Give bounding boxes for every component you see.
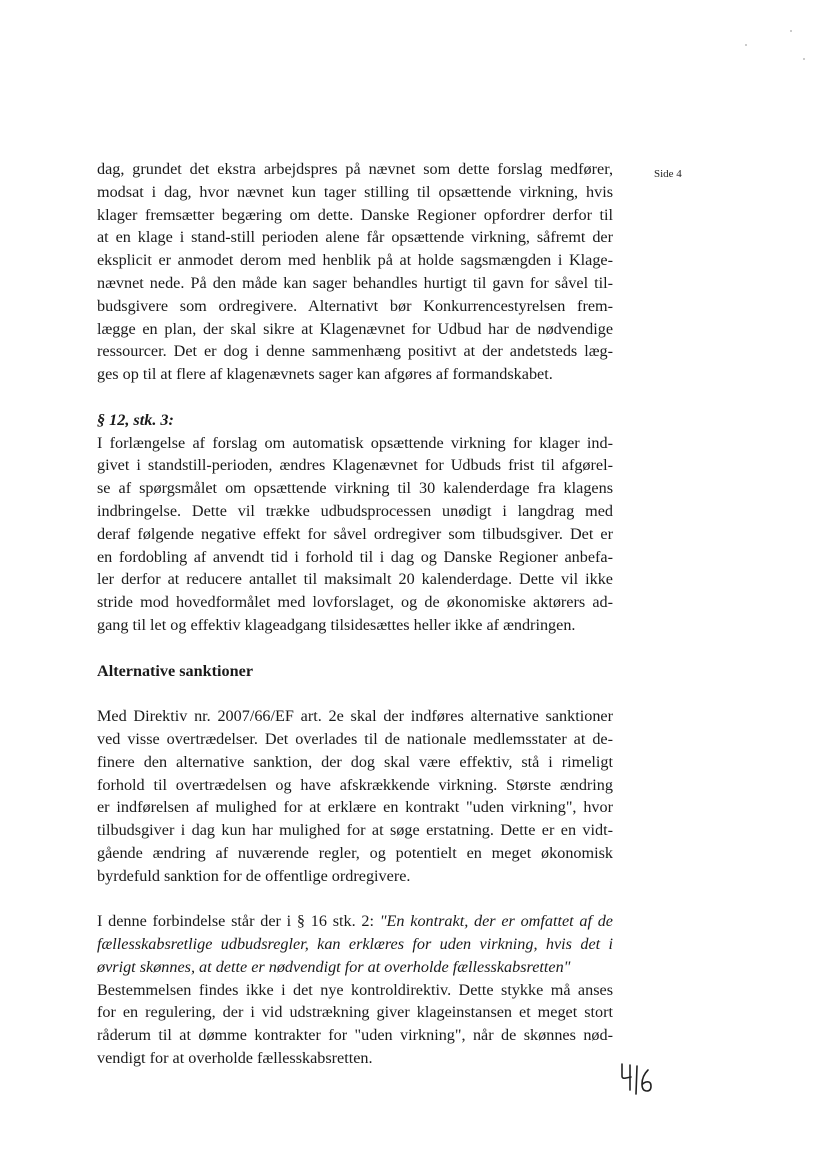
text-line: en fordobling af anvendt tid i forhold til i dag og Danske Regioner anbefa-: [97, 547, 613, 566]
text-line: I forlængelse af forslag om automatisk opsættende virkning for klager ind-: [97, 433, 613, 452]
text-line: råderum til at dømme kontrakter for "uden virkning", når de skønnes nød-: [97, 1026, 613, 1045]
text-line: byrdefuld sanktion for de offentlige ordregivere.: [97, 866, 411, 885]
paragraph-12-3: [97, 432, 613, 637]
body-text: [97, 158, 613, 1070]
text-line: Bestemmelsen findes ikke i det nye kontroldirektiv. Dette stykke må anses: [97, 980, 613, 999]
text-line: tilbudsgiver i dag kun har mulighed for at søge erstatning. Dette er en vidt-: [97, 821, 613, 840]
text-line: at en klage i stand-still perioden alene får opsættende virkning, såfremt der: [97, 228, 613, 247]
text-line: deraf følgende negative effekt for såvel ordregiver som tilbudsgiver. Det er: [97, 524, 613, 543]
text-line: for en regulering, der i vid udstrækning giver klageinstansen et meget stort: [97, 1003, 613, 1022]
scan-speck: [803, 58, 805, 60]
handwritten-page-mark: [618, 1060, 668, 1100]
paragraph-standstill-continuation: [97, 158, 613, 386]
text-line: finere den alternative sanktion, der dog skal være effektiv, stå i rimeligt: [97, 752, 613, 771]
text-line: vendigt for at overholde fællesskabsretten.: [97, 1049, 373, 1068]
text-line: eksplicit er anmodet derom med henblik på at holde sagsmængden i Klage-: [97, 251, 613, 270]
text-line: Med Direktiv nr. 2007/66/EF art. 2e skal der indføres alternative sanktioner: [97, 707, 613, 726]
page-side-label: Side 4: [654, 168, 682, 180]
text-line: ressourcer. Det er dog i denne sammenhæng positivt at der andetsteds læg-: [97, 342, 613, 361]
text-line: indbringelse. Dette vil trække udbudsprocessen unødigt i langdrag med: [97, 501, 613, 520]
text-line: givet i standstill-perioden, ændres Klagenævnet for Udbuds frist til afgørel-: [97, 456, 613, 475]
text-line: ges op til at flere af klagenævnets sager kan afgøres af formandskabet.: [97, 365, 553, 384]
text-line: ved visse overtrædelser. Det overlades til de nationale medlemsstater at de-: [97, 729, 613, 748]
text-line: gående ændring af nuværende regler, og potentielt en meget økonomisk: [97, 843, 613, 862]
text-line: budsgivere som ordregivere. Alternativt bør Konkurrencestyrelsen frem-: [97, 296, 613, 315]
quote-text: fællesskabsretlige udbudsregler, kan erklæres for uden virkning, hvis det i: [97, 935, 613, 954]
text-line: stride mod hovedformålet med lovforslaget, og de økonomiske aktørers ad-: [97, 593, 613, 612]
text-line: klager fremsætter begæring om dette. Danske Regioner opfordrer derfor til: [97, 205, 613, 224]
text-line: er indførelsen af mulighed for at erklære en kontrakt "uden virkning", hvor: [97, 798, 613, 817]
text-line: modsat i dag, hvor nævnet kun tager stilling til opsættende virkning, hvis: [97, 182, 613, 201]
paragraph-alternative-sanctions: [97, 705, 613, 887]
paragraph-section-16: [97, 910, 613, 1070]
quote-text: "En kontrakt, der er omfattet af de: [379, 912, 613, 931]
text-line: gang til let og effektiv klageadgang tilsidesættes heller ikke af ændringen.: [97, 615, 576, 634]
text-line: forhold til overtrædelsen og have afskrækkende virkning. Største ændring: [97, 775, 613, 794]
text-line: ler derfor at reducere antallet til maksimalt 20 kalenderdage. Dette vil ikke: [97, 570, 613, 589]
text-line: lægge en plan, der skal sikre at Klagenævnet for Udbud har de nødvendige: [97, 319, 613, 338]
section-heading-12-3: § 12, stk. 3:: [97, 410, 174, 429]
text-line: se af spørgsmålet om opsættende virkning til 30 kalenderdage fra klagens: [97, 479, 613, 498]
quote-text: øvrigt skønnes, at dette er nødvendigt for at overholde fællesskabsretten": [97, 957, 571, 976]
section-heading-alternative-sanctions: Alternative sanktioner: [97, 661, 254, 680]
scan-speck: [745, 44, 747, 46]
scan-speck: [790, 30, 792, 32]
text-line: nævnet nede. På den måde kan sager behandles hurtigt til gavn for såvel til-: [97, 273, 613, 292]
text-line: dag, grundet det ekstra arbejdspres på nævnet som dette forslag medfører,: [97, 160, 613, 178]
text-line: [97, 910, 613, 933]
text-plain: I denne forbindelse står der i § 16 stk. 2:: [97, 912, 380, 931]
